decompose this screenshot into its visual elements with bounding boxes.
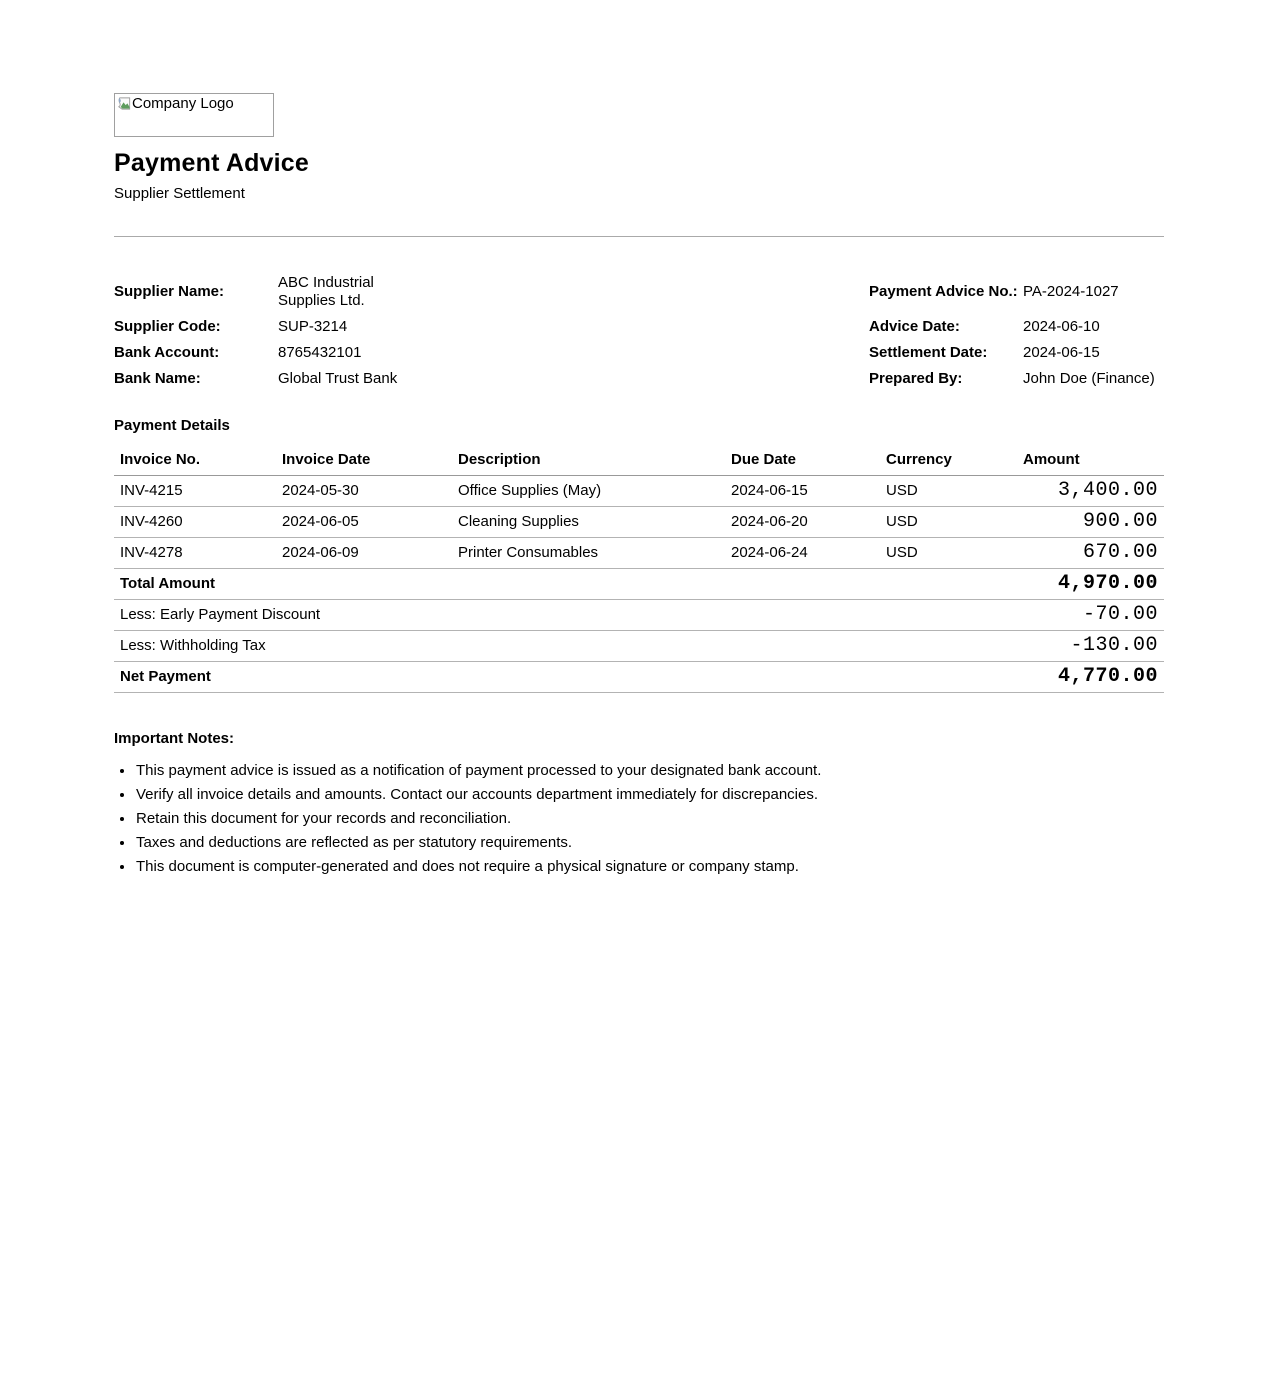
info-spacer <box>406 366 869 392</box>
withholding-tax-row <box>114 631 1164 662</box>
amount-cell: 900.00 <box>1017 507 1164 538</box>
col-currency: Currency <box>880 445 1017 476</box>
supplier-code-value: SUP-3214 <box>278 318 348 335</box>
amount-cell: 670.00 <box>1017 538 1164 569</box>
col-due-date: Due Date <box>725 445 880 476</box>
invoice-date-cell: 2024-06-05 <box>276 507 452 538</box>
col-description: Description <box>452 445 725 476</box>
invoice-date-cell: 2024-05-30 <box>276 476 452 507</box>
advice-date-value: 2024-06-10 <box>1023 318 1100 335</box>
prepared-by-label: Prepared By: <box>869 370 963 387</box>
discount-row <box>114 600 1164 631</box>
net-payment-value: 4,770.00 <box>1017 662 1164 693</box>
description-cell: Printer Consumables <box>452 538 725 569</box>
currency-cell: USD <box>880 507 1017 538</box>
amount-cell: 3,400.00 <box>1017 476 1164 507</box>
settlement-date-label: Settlement Date: <box>869 344 988 361</box>
invoice-no-cell: INV-4215 <box>114 476 276 507</box>
advice-date-label: Advice Date: <box>869 318 960 335</box>
payment-advice-document <box>0 93 1278 1393</box>
withholding-tax-value: -130.00 <box>1017 631 1164 662</box>
company-logo <box>114 93 274 137</box>
payment-advice-no-label: Payment Advice No.: <box>869 283 1018 300</box>
discount-value: -70.00 <box>1017 600 1164 631</box>
discount-label: Less: Early Payment Discount <box>114 600 1017 631</box>
supplier-code-label: Supplier Code: <box>114 318 221 335</box>
total-amount-row <box>114 569 1164 600</box>
invoice-no-cell: INV-4278 <box>114 538 276 569</box>
bank-account-value: 8765432101 <box>278 344 362 361</box>
info-spacer <box>406 340 869 366</box>
supplier-name-label: Supplier Name: <box>114 283 225 300</box>
bank-name-value: Global Trust Bank <box>278 370 398 387</box>
table-row <box>114 476 1164 507</box>
table-row <box>114 507 1164 538</box>
info-row <box>114 366 1164 392</box>
page-subtitle: Supplier Settlement <box>114 185 245 202</box>
currency-cell: USD <box>880 538 1017 569</box>
col-invoice-date: Invoice Date <box>276 445 452 476</box>
invoice-no-cell: INV-4260 <box>114 507 276 538</box>
invoice-date-cell: 2024-06-09 <box>276 538 452 569</box>
page-title: Payment Advice <box>114 149 310 177</box>
table-header-row <box>114 445 1164 476</box>
document-info <box>114 270 1164 392</box>
info-row <box>114 314 1164 340</box>
col-amount: Amount <box>1017 445 1164 476</box>
net-payment-label: Net Payment <box>114 662 1017 693</box>
description-cell: Office Supplies (May) <box>452 476 725 507</box>
payment-advice-no-value: PA-2024-1027 <box>1023 283 1119 300</box>
total-amount-value: 4,970.00 <box>1017 569 1164 600</box>
important-notes-list <box>114 759 1164 879</box>
info-spacer <box>406 314 869 340</box>
note-item: • Retain this document for your records and reconciliation. <box>135 807 1164 831</box>
description-cell: Cleaning Supplies <box>452 507 725 538</box>
broken-image-icon <box>116 96 132 112</box>
prepared-by-value: John Doe (Finance) <box>1023 370 1155 387</box>
due-date-cell: 2024-06-20 <box>725 507 880 538</box>
payment-details-heading: Payment Details <box>114 417 230 434</box>
info-row <box>114 340 1164 366</box>
supplier-name-value: ABC Industrial Supplies Ltd. <box>278 274 374 309</box>
company-logo-alt-text: Company Logo <box>132 95 234 112</box>
currency-cell: USD <box>880 476 1017 507</box>
withholding-tax-label: Less: Withholding Tax <box>114 631 1017 662</box>
settlement-date-value: 2024-06-15 <box>1023 344 1100 361</box>
note-item: • This payment advice is issued as a notification of payment processed to your designated bank account. <box>135 759 1164 783</box>
important-notes-heading: Important Notes: <box>114 730 234 747</box>
note-item: • This document is computer-generated and does not require a physical signature or company stamp. <box>135 855 1164 879</box>
bank-name-label: Bank Name: <box>114 370 201 387</box>
info-row <box>114 270 1164 314</box>
col-invoice-no: Invoice No. <box>114 445 276 476</box>
divider-line <box>114 236 1164 237</box>
document-content <box>114 93 1164 879</box>
bank-account-label: Bank Account: <box>114 344 220 361</box>
note-item: • Taxes and deductions are reflected as per statutory requirements. <box>135 831 1164 855</box>
net-payment-row <box>114 662 1164 693</box>
total-amount-label: Total Amount <box>114 569 1017 600</box>
due-date-cell: 2024-06-15 <box>725 476 880 507</box>
payment-details-table <box>114 445 1164 693</box>
note-item: • Verify all invoice details and amounts. Contact our accounts department immediately for discrepancies. <box>135 783 1164 807</box>
table-row <box>114 538 1164 569</box>
due-date-cell: 2024-06-24 <box>725 538 880 569</box>
info-spacer <box>406 270 869 314</box>
